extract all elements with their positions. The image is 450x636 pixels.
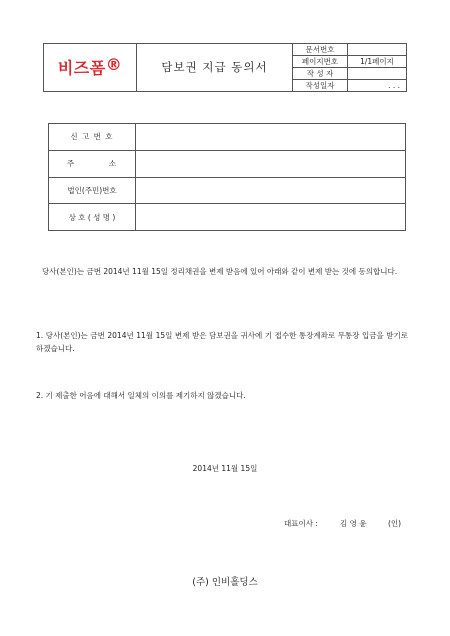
table-row bbox=[49, 204, 406, 231]
label-report-no: 신 고 번 호 bbox=[49, 124, 136, 151]
company-name: (주) 인비홀딩스 bbox=[192, 577, 258, 588]
intro-paragraph: 당사(본인)는 금번 2014년 11월 15일 정리채권을 변제 받음에 있어 아래와 같이 변제 받는 것에 동의합니다. bbox=[42, 267, 398, 276]
table-row bbox=[49, 177, 406, 204]
table-row bbox=[49, 150, 406, 177]
meta-value-date: . . . bbox=[348, 80, 407, 92]
seal-mark: (인) bbox=[388, 519, 402, 528]
info-table bbox=[48, 123, 406, 231]
field-company-name[interactable] bbox=[136, 204, 406, 231]
representative-label: 대표이사 : bbox=[284, 519, 318, 528]
meta-label-author: 작 성 자 bbox=[293, 68, 348, 80]
logo-text: 비즈폼 bbox=[57, 58, 106, 78]
meta-value-doc-no bbox=[348, 44, 407, 56]
label-address: 주 소 bbox=[49, 150, 136, 177]
clause-1: 1. 당사(본인)는 금번 2014년 11월 15일 변제 받은 담보권을 귀사에 기 접수한 통장계좌로 무통장 입금을 받기로 하겠습니다. bbox=[36, 331, 408, 353]
meta-label-date: 작성일자 bbox=[293, 80, 348, 92]
meta-label-page-no: 페이지번호 bbox=[293, 56, 348, 68]
meta-value-author bbox=[348, 68, 407, 80]
meta-label-doc-no: 문서번호 bbox=[293, 44, 348, 56]
label-company-name: 상 호 ( 성 명 ) bbox=[49, 204, 136, 231]
field-address[interactable] bbox=[136, 150, 406, 177]
registered-mark: ® bbox=[105, 54, 123, 74]
logo bbox=[44, 44, 137, 92]
clause-2: 2. 기 제출한 어음에 대해서 일체의 이의를 제기하지 않겠습니다. bbox=[36, 391, 246, 400]
signing-date: 2014년 11월 15일 bbox=[192, 464, 258, 473]
meta-value-page-no: 1/1페이지 bbox=[348, 56, 407, 68]
field-reg-no[interactable] bbox=[136, 177, 406, 204]
field-report-no[interactable] bbox=[136, 124, 406, 151]
document-header bbox=[43, 43, 407, 92]
document-title: 담보권 지급 동의서 bbox=[137, 44, 293, 92]
representative-name: 김 영 윤 bbox=[340, 519, 367, 528]
table-row bbox=[49, 124, 406, 151]
label-reg-no: 법인(주민)번호 bbox=[49, 177, 136, 204]
